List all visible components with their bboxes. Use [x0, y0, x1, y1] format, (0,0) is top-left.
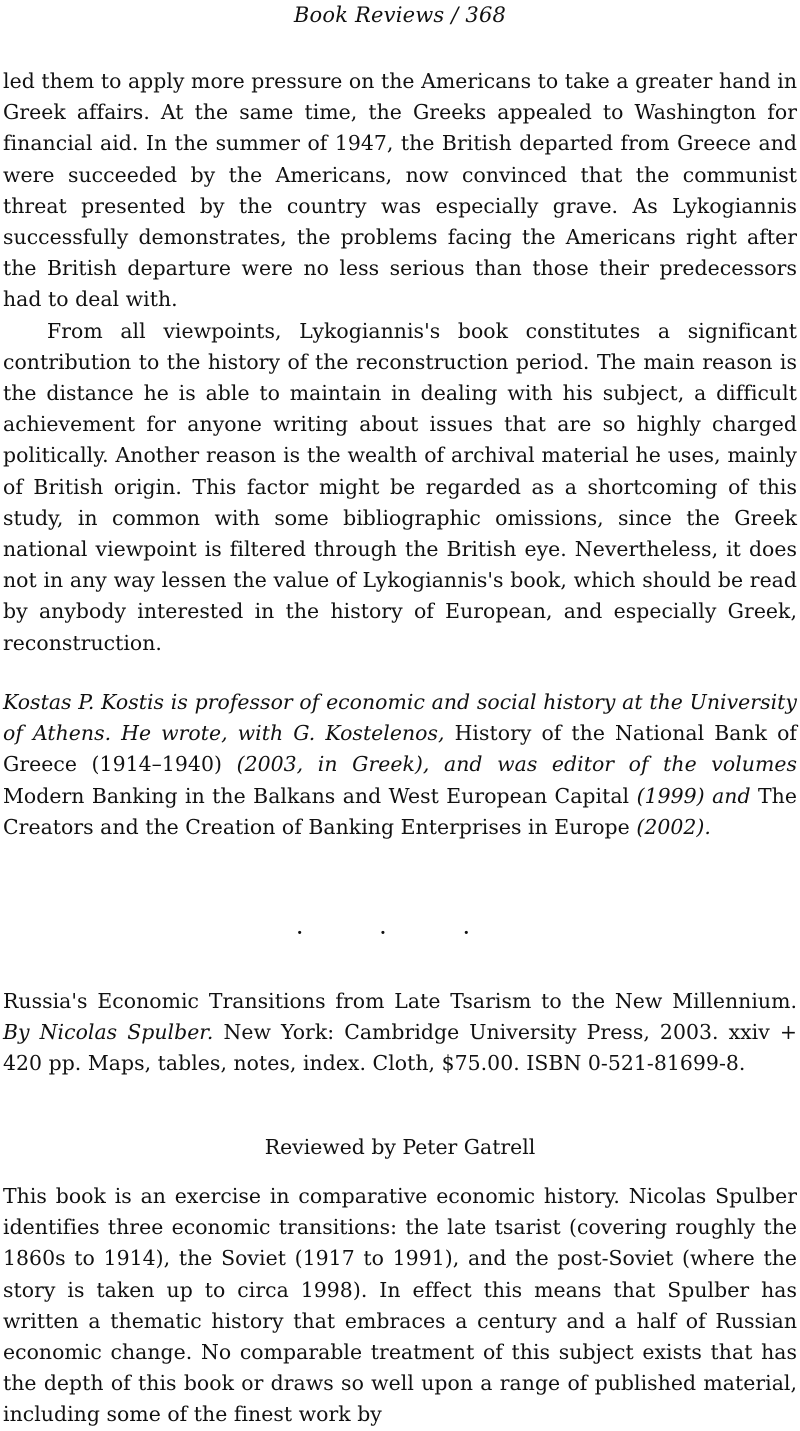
- bio-book-title-3: The Creators and the Creation of Banking Enterprises in Europe: [3, 783, 797, 839]
- running-head: Book Reviews / 368: [293, 3, 507, 27]
- author-bio-paragraph: [3, 687, 797, 843]
- paragraph-continuation: led them to apply more pressure on the Americans to take a greater hand in Greek affairs. At the same time, the Greeks appealed to Washington for financial aid. In the summer of 1947, the British departed from Greece and were succeeded by the Americans, now convinced that the communist threat presented by the country was especially grave. As Lykogiannis successfully demonstrates, the problems facing the Americans right after the British departure were no less serious than those their predecessors had to deal with.: [3, 69, 797, 312]
- author-bio: [3, 687, 797, 843]
- paragraph-assessment: From all viewpoints, Lykogiannis's book constitutes a significant contribution to the history of the reconstruction period. The main reason is the distance he is able to maintain in dealing with his subject, a difficult achievement for anyone writing about issues that are so highly charged politically. Another reason is the wealth of archival material he uses, mainly of British origin. This factor might be regarded as a shortcoming of this study, in common with some bibliographic omissions, since the Greek national viewpoint is filtered through the British eye. Nevertheless, it does not in any way lessen the value of Lykogiannis's book, which should be read by anybody interested in the history of European, and especially Greek, reconstruction.: [3, 318, 797, 655]
- bio-book-title-1: History of the National Bank of Greece (1914–1940): [3, 721, 797, 777]
- review-one-text: [3, 66, 797, 659]
- bio-text-3: (1999) and: [636, 783, 751, 808]
- bio-text-2: (2003, in Greek), and was editor of the volumes: [236, 752, 797, 777]
- book-citation: [3, 986, 797, 1080]
- section-separator: · · ·: [295, 919, 505, 947]
- bio-book-title-2: Modern Banking in the Balkans and West European Capital: [3, 783, 630, 808]
- book-author: By Nicolas Spulber.: [3, 1020, 214, 1045]
- book-title: Russia's Economic Transitions from Late Tsarism to the New Millennium.: [3, 989, 797, 1013]
- review-two-text: [3, 1181, 797, 1431]
- bio-text-4: (2002).: [636, 814, 711, 839]
- review-body-paragraph: This book is an exercise in comparative economic history. Nicolas Spulber identifies three economic transitions: the late tsarist (covering roughly the 1860s to 1914), the Soviet (1917 to 1991), and the post-Soviet (where the story is taken up to circa 1998). In effect this means that Spulber has written a thematic history that embraces a century and a half of Russian economic change. No comparable treatment of this subject exists that has the depth of this book or draws so well upon a range of published material, including some of the finest work by: [3, 1184, 797, 1427]
- publication-details: New York: Cambridge University Press, 2003. xxiv + 420 pp. Maps, tables, notes, index. Cloth, $75.00. ISBN 0-521-81699-8.: [3, 1020, 797, 1076]
- citation-paragraph: [3, 986, 797, 1080]
- bio-text-1: Kostas P. Kostis is professor of economic and social history at the University of Athens. He wrote, with G. Kostelenos,: [3, 690, 797, 746]
- reviewer-line: Reviewed by Peter Gatrell: [264, 1135, 536, 1159]
